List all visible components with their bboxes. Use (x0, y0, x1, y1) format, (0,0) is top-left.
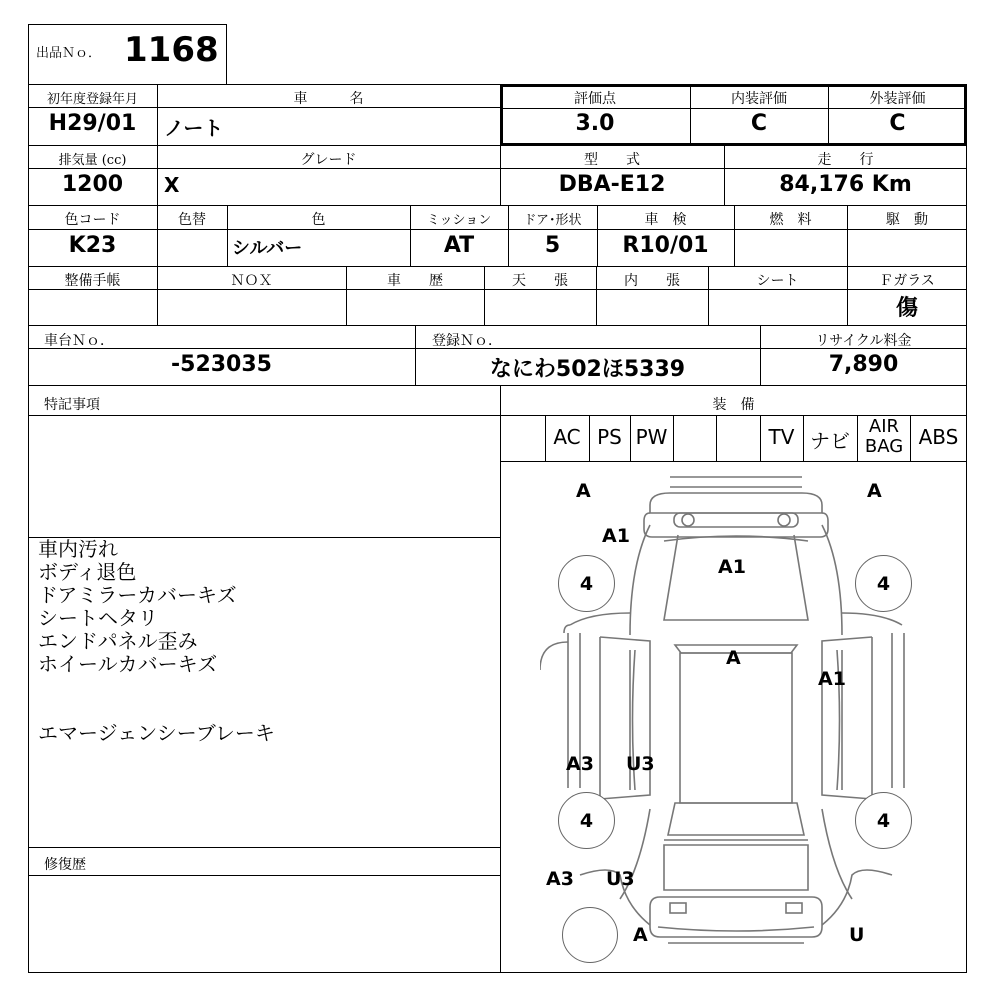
score-value: 3.0 (575, 111, 615, 136)
inner-label: 内 張 (624, 273, 680, 289)
chassis-label: 車台Ｎｏ． (44, 333, 114, 349)
note-line: ホイールカバーキズ (38, 652, 218, 676)
note-line: エマージェンシーブレーキ (38, 721, 275, 745)
notes-frame (28, 385, 501, 973)
equipment-ps: PS (597, 425, 622, 449)
mileage-value: 84,176 Km (779, 172, 912, 197)
exterior-label: 外装評価 (869, 91, 926, 107)
wheel-rear-right: 4 (855, 792, 912, 849)
history-label: 車 歴 (387, 273, 443, 289)
wheel-front-right: 4 (855, 555, 912, 612)
mission-label: ミッション (426, 213, 492, 228)
plate-label: 登録Ｎｏ． (432, 333, 502, 349)
seat-label: シート (756, 273, 799, 289)
divider (28, 847, 501, 848)
color-change-label: 色替 (178, 212, 206, 228)
equipment-airbag: AIR BAG (864, 416, 904, 457)
chassis-value: -523035 (171, 352, 272, 377)
damage-mark: A1 (818, 668, 846, 690)
maint-label: 整備手帳 (64, 273, 121, 289)
lot-label: 出品Ｎｏ． (36, 46, 102, 61)
name-label: 車 名 (293, 91, 364, 107)
name-value: ノート (164, 116, 224, 140)
equipment-label: 装 備 (712, 397, 755, 413)
interior-value: C (750, 111, 768, 136)
damage-mark: A (576, 480, 591, 502)
divider (28, 229, 967, 230)
grade-label: グレード (300, 152, 357, 168)
equipment-pw: PW (635, 425, 668, 449)
reg-label: 初年度登録年月 (46, 92, 138, 107)
divider (28, 415, 501, 416)
damage-mark: A3 (566, 753, 594, 775)
damage-mark: A3 (546, 868, 574, 890)
car-diagram (540, 465, 940, 970)
color-code-value: K23 (68, 233, 117, 258)
exterior-value: C (889, 111, 906, 136)
roof-label: 天 張 (512, 273, 568, 289)
divider (716, 415, 717, 461)
repair-label: 修復歴 (44, 857, 86, 873)
inspection-label: 車 検 (644, 212, 687, 228)
notes-label: 特記事項 (44, 397, 100, 413)
spare-wheel-icon (562, 907, 618, 963)
grade-value: X (164, 173, 180, 197)
note-line: ドアミラーカバーキズ (38, 583, 237, 607)
equipment-abs: ABS (918, 425, 959, 449)
note-line: シートヘタリ (38, 606, 158, 630)
displacement-label: 排気量 (cc) (58, 153, 127, 168)
damage-mark: A1 (718, 556, 746, 578)
reg-value: H29/01 (48, 111, 137, 136)
wheel-front-left: 4 (558, 555, 615, 612)
displacement-value: 1200 (61, 172, 124, 197)
wheel-rear-left: 4 (558, 792, 615, 849)
glass-value: 傷 (895, 295, 918, 321)
nox-label: ＮＯＸ (230, 273, 273, 289)
damage-mark: A (726, 647, 741, 669)
plate-value: なにわ502ほ5339 (489, 357, 686, 382)
door-label: ドア･形状 (523, 213, 582, 228)
recycle-label: リサイクル料金 (815, 333, 912, 349)
note-line: ボディ退色 (38, 560, 137, 584)
divider (500, 461, 967, 462)
color-code-label: 色コード (64, 212, 121, 228)
model-value: DBA-E12 (558, 172, 666, 197)
equipment-navi: ナビ (810, 429, 850, 453)
score-label: 評価点 (574, 91, 616, 107)
glass-label: Ｆガラス (879, 273, 935, 289)
damage-mark: A (633, 924, 648, 946)
damage-mark: U3 (606, 868, 635, 890)
fuel-label: 燃 料 (769, 212, 812, 228)
color-value: シルバー (232, 238, 303, 259)
inspection-value: R10/01 (622, 233, 709, 258)
damage-mark: U3 (626, 753, 655, 775)
equipment-ac: AC (553, 425, 581, 449)
drive-label: 駆 動 (886, 212, 928, 228)
damage-mark: U (849, 924, 865, 946)
mileage-label: 走 行 (817, 152, 874, 168)
damage-mark: A (867, 480, 882, 502)
model-label: 型 式 (584, 152, 640, 168)
divider (673, 415, 674, 461)
divider (28, 875, 501, 876)
lot-number: 1168 (124, 30, 219, 70)
door-value: 5 (544, 233, 561, 258)
equipment-tv: TV (768, 425, 795, 449)
note-line: 車内汚れ (38, 537, 118, 561)
color-label: 色 (311, 212, 326, 228)
damage-mark: A1 (602, 525, 630, 547)
mission-value: AT (443, 233, 475, 258)
interior-label: 内装評価 (731, 91, 787, 107)
note-line: エンドパネル歪み (38, 629, 198, 653)
divider (857, 415, 858, 461)
recycle-value: 7,890 (828, 352, 899, 377)
divider (500, 108, 967, 109)
